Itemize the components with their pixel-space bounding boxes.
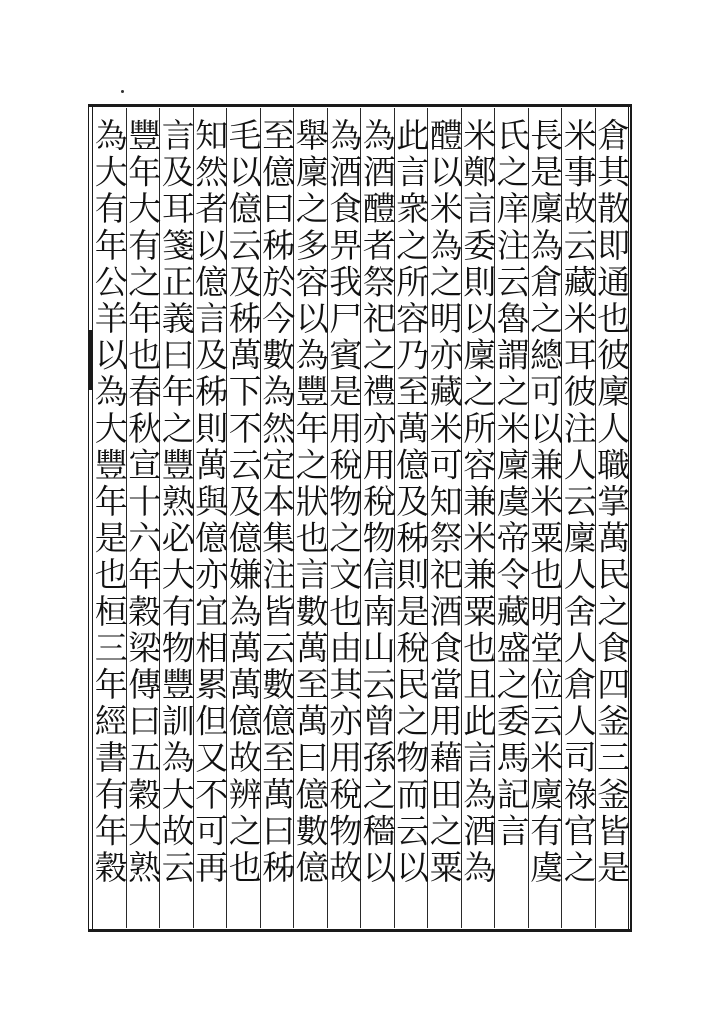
column-text: 長是廩為倉之總可以兼米粟也明堂位云米廩有虞 (525, 118, 565, 887)
text-column (88, 118, 130, 918)
column-text: 為酒醴者祭祀之禮亦用稅物信南山云曾孫之穡以 (357, 118, 397, 887)
column-text: 米鄭言委則以廩之所容兼米兼粟也且此言為酒為 (458, 118, 498, 887)
column-text: 醴以米為之明亦藏米可知祭祀酒食當用藉田之粟 (424, 118, 464, 887)
column-text: 豐年大有之年也春秋宣十六年穀梁傳曰五穀大熟 (123, 118, 163, 887)
column-text: 為酒食畀我尸賓是用稅物之文也由其亦用稅物故 (324, 118, 364, 887)
column-text: 為大有年公羊以為大豐年是也桓三年經書有年穀 (89, 118, 129, 887)
column-text: 此言衆之所容乃至萬億及秭則是稅民之物而云以 (391, 118, 431, 887)
ink-dot (121, 90, 124, 93)
column-text: 舉廩之多容以為豐年之狀也言數萬至萬曰億數億 (290, 118, 330, 887)
column-text: 米事故云藏米耳彼注人云廩人舍人倉人司祿官之 (558, 118, 598, 887)
column-text: 氏之庠注云魯謂之米廩虞帝令藏盛之委馬記言 (491, 118, 531, 850)
column-text: 毛以億云及秭萬下不云及億嫌為萬萬億故辨之也 (223, 118, 263, 887)
column-text: 言及耳箋正義曰年之豐熟必大有物豐訓為大故云 (156, 118, 196, 887)
column-text: 至億曰秭於今數為然定本集注皆云數億至萬曰秭 (257, 118, 297, 887)
column-text: 倉其散即通也彼廩人職掌萬民之食四釜三釜皆是 (592, 118, 632, 887)
column-text: 知然者以億言及秭則萬與億亦宜相累但又不可再 (190, 118, 230, 887)
